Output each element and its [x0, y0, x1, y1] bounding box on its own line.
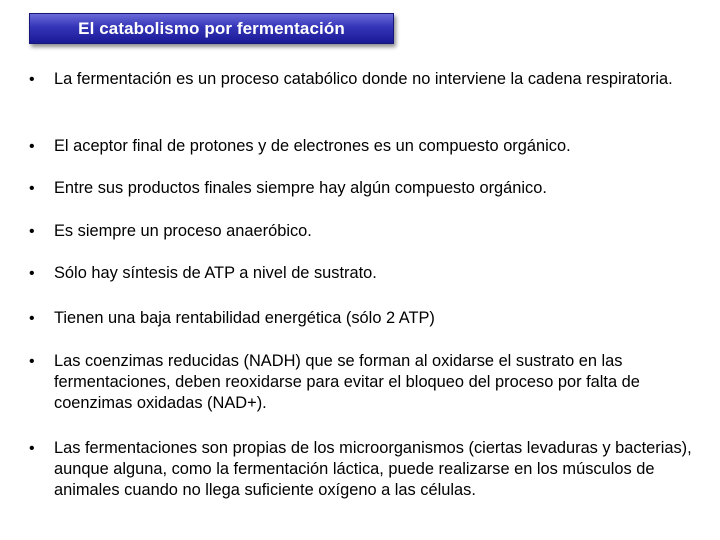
bullet-marker: • [29, 265, 35, 282]
bullet-text: Sólo hay síntesis de ATP a nivel de sustrato. [54, 264, 377, 282]
bullet-text: La fermentación es un proceso catabólico donde no interviene la cadena respiratoria. [54, 70, 673, 88]
bullet-text: El aceptor final de protones y de electrones es un compuesto orgánico. [54, 137, 571, 155]
bullet-marker: • [29, 310, 35, 327]
slide-title: El catabolismo por fermentación [78, 18, 345, 38]
bullet-marker: • [29, 353, 35, 370]
bullet-text: Las fermentaciones son propias de los microorganismos (ciertas levaduras y bacterias), aunque alguna, como la fermentación láctica, puede realizarse en los músculos de animales cuando no llega suficiente oxígeno a las células. [54, 439, 692, 499]
bullet-marker: • [29, 223, 35, 240]
bullet-marker: • [29, 138, 35, 155]
bullet-text: Entre sus productos finales siempre hay algún compuesto orgánico. [54, 179, 547, 197]
bullet-text: Las coenzimas reducidas (NADH) que se forman al oxidarse el sustrato en las fermentaciones, deben reoxidarse para evitar el bloqueo del proceso por falta de coenzimas oxidadas (NAD+). [54, 352, 640, 412]
bullet-text: Tienen una baja rentabilidad energética (sólo 2 ATP) [54, 309, 435, 327]
bullet-marker: • [29, 440, 35, 457]
bullet-marker: • [29, 180, 35, 197]
bullet-text: Es siempre un proceso anaeróbico. [54, 222, 312, 240]
bullet-marker: • [29, 71, 35, 88]
